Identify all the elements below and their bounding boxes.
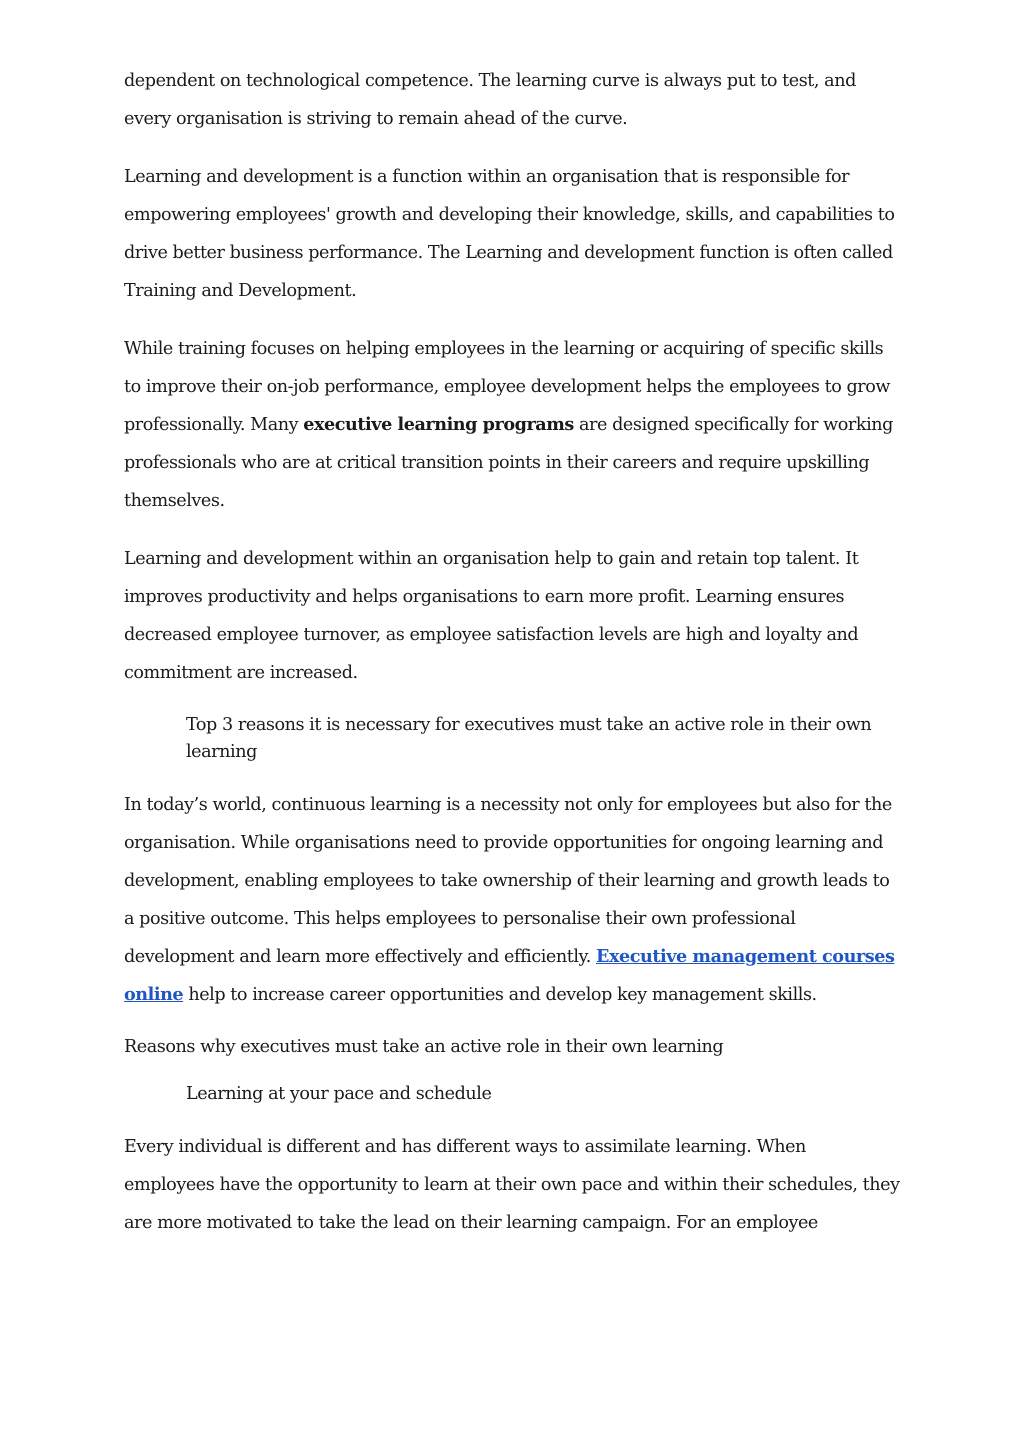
paragraph-5 xyxy=(124,786,900,1014)
paragraph-1: dependent on technological competence. The learning curve is always put to test, and every organisation is striving to remain ahead of the curve. xyxy=(124,71,856,129)
section-heading-top-3-reasons: Top 3 reasons it is necessary for executives must take an active role in their own learning xyxy=(186,715,872,762)
paragraph-7: Every individual is different and has different ways to assimilate learning. When employees have the opportunity to learn at their own pace and within their schedules, they are more motivated to take the lead on their learning campaign. For an employee xyxy=(124,1137,900,1233)
paragraph-2: Learning and development is a function within an organisation that is responsible for empowering employees' growth and developing their knowledge, skills, and capabilities to drive better business performance. The Learning and development function is often called Training and Development. xyxy=(124,167,895,301)
paragraph-5-text-end: help to increase career opportunities and develop key management skills. xyxy=(183,985,817,1005)
paragraph-3-text-end: are designed specifically for working professionals who are at critical transition points in their careers and require upskilling themselves. xyxy=(124,415,893,511)
paragraph-6: Reasons why executives must take an active role in their own learning xyxy=(124,1037,724,1057)
paragraph-5-text-start: In today’s world, continuous learning is a necessity not only for employees but also for the organisation. While organisations need to provide opportunities for ongoing learning and development, enabling employees to take ownership of their learning and growth leads to a positive outcome. This helps employees to personalise their own professional development and learn more effectively and efficiently. xyxy=(124,795,892,967)
paragraph-3-text-start: While training focuses on helping employees in the learning or acquiring of specific skills to improve their on-job performance, employee development helps the employees to grow professionally. Many xyxy=(124,339,891,435)
executive-management-courses-link[interactable]: Executive management courses online xyxy=(124,946,895,1005)
document-page xyxy=(124,62,900,1262)
bold-phrase-executive-learning-programs: executive learning programs xyxy=(303,414,574,435)
paragraph-3 xyxy=(124,330,900,520)
section-heading-learning-pace: Learning at your pace and schedule xyxy=(186,1084,492,1104)
paragraph-4: Learning and development within an organisation help to gain and retain top talent. It improves productivity and helps organisations to earn more profit. Learning ensures decreased employee turnover, as employee satisfaction levels are high and loyalty and commitment are increased. xyxy=(124,549,859,683)
